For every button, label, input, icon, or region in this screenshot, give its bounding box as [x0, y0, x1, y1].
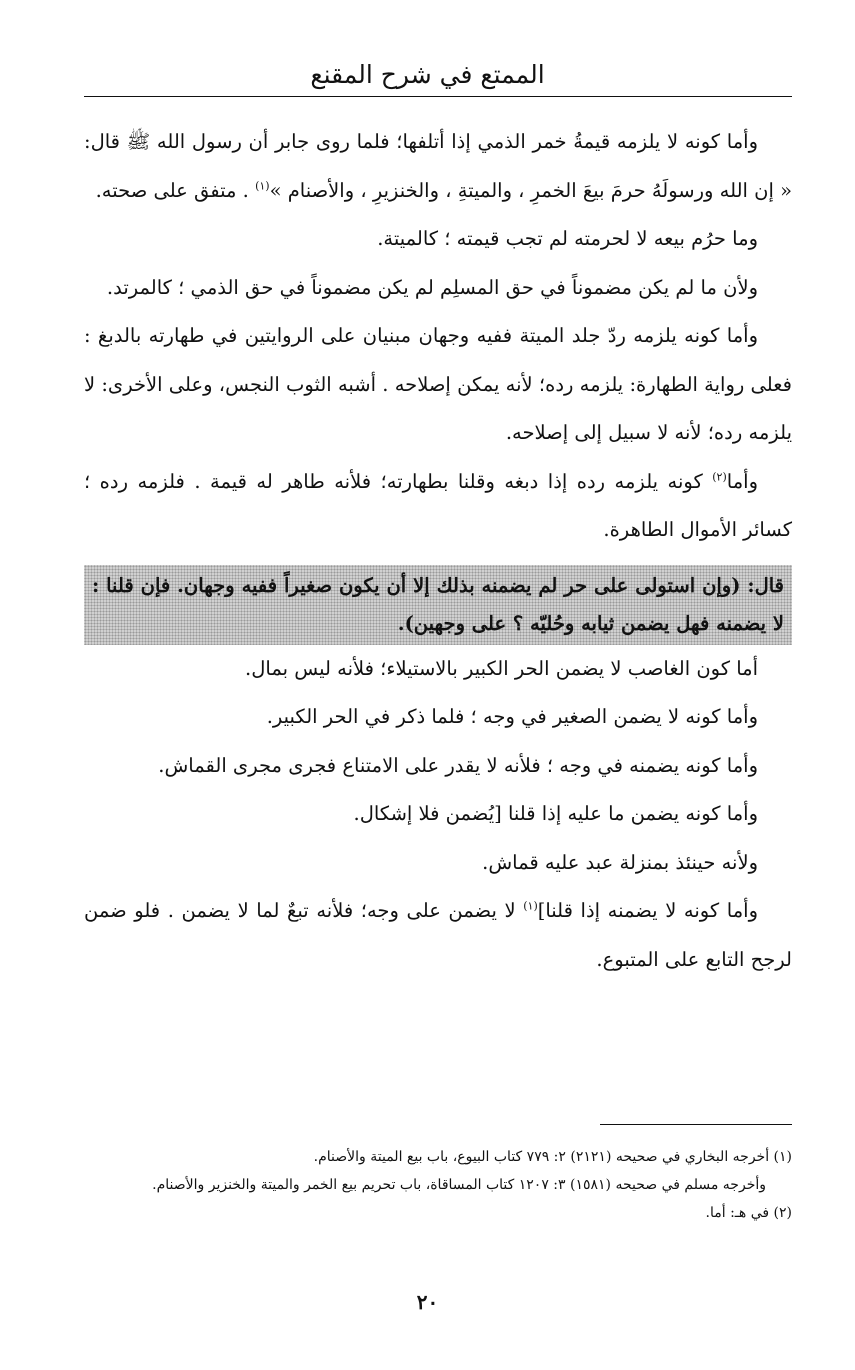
running-header-title: الممتع في شرح المقنع: [310, 60, 545, 89]
footnote-marker: (١): [523, 899, 538, 913]
paragraph-slave-analogy: ولأنه حينئذ بمنزلة عبد عليه قماش.: [482, 850, 758, 874]
header-rule: [84, 96, 792, 97]
paragraph-dead-skin: وأما كونه يلزمه ردّ جلد الميتة ففيه وجهان مبنيان على الروايتين في طهارته بالدبغ : فعلى رواية الطهارة: يلزمه رده؛ لأنه يمكن إصلاحه . أشبه الثوب النجس، وعلى الأخرى: لا يلزمه رده؛ لأنه لا سبيل إلى إصلاحه.: [84, 324, 792, 444]
footnote-1-continuation: وأخرجه مسلم في صحيحه (١٥٨١) ٣: ١٢٠٧ كتاب المساقاة، باب تحريم بيع الخمر والميتة والخنزير والأصنام.: [152, 1177, 766, 1193]
paragraph-text: وأما: [726, 469, 758, 493]
footnotes: [84, 1143, 792, 1227]
paragraph-follower: [84, 887, 792, 984]
paragraph-belongings: وأما كونه يضمن ما عليه إذا قلنا [يُضمن فلا إشكال.: [353, 802, 758, 825]
paragraph-jabir-hadith: [84, 118, 792, 215]
paragraph-text: وأما كونه لا يلزمه قيمةُ خمر الذمي إذا أتلفها؛ فلما روى جابر أن رسول الله ﷺ قال: « إن الله ورسولَهُ حرمَ بيعَ الخمرِ ، والميتةِ ، والخنزيرِ ، والأصنام »: [84, 130, 792, 202]
footnote-marker: (٢): [712, 470, 727, 483]
paragraph-forbidden-sale: وما حرُم بيعه لا لحرمته لم تجب قيمته ؛ كالميتة.: [377, 227, 758, 250]
paragraph-free-adult: أما كون الغاصب لا يضمن الحر الكبير بالاستيلاء؛ فلأنه ليس بمال.: [245, 656, 758, 680]
footnote-2: (٢) في هـ: أما.: [705, 1205, 792, 1221]
paragraph-text: وأما كونه لا يضمنه إذا قلنا]: [537, 899, 758, 922]
paragraph-text: كونه يلزمه رده إذا دبغه وقلنا بطهارته؛ فلأنه طاهر له قيمة . فلزمه رده ؛ كسائر الأموال الطاهرة.: [84, 469, 792, 541]
matn-quote-highlight: قال: (وإن استولى على حر لم يضمنه بذلك إلا أن يكون صغيراً ففيه وجهان. فإن قلنا : لا يضمنه فهل يضمن ثيابه وحُليّه ؟ على وجهين).: [84, 565, 792, 645]
footnote-rule: [600, 1124, 792, 1125]
main-text: [84, 118, 792, 984]
footnote-marker: (١): [255, 179, 270, 192]
paragraph-not-guaranteed: ولأن ما لم يكن مضموناً في حق المسلِم لم يكن مضموناً في حق الذمي ؛ كالمرتد.: [106, 275, 758, 299]
footnote-1: (١) أخرجه البخاري في صحيحه (٢١٢١) ٢: ٧٧٩ كتاب البيوع، باب بيع الميتة والأصنام.: [313, 1149, 792, 1165]
paragraph-tanned-skin: [84, 458, 792, 555]
page-number: ٢٠: [416, 1290, 439, 1314]
paragraph-text: لا يضمن على وجه؛ فلأنه تبعٌ لما لا يضمن . فلو ضمن لرجح التابع على المتبوع.: [84, 899, 792, 971]
paragraph-text: . متفق على صحته.: [95, 178, 256, 202]
paragraph-child-guaranteed: وأما كونه يضمنه في وجه ؛ فلأنه لا يقدر على الامتناع فجرى مجرى القماش.: [158, 753, 758, 777]
paragraph-child-not-guaranteed: وأما كونه لا يضمن الصغير في وجه ؛ فلما ذكر في الحر الكبير.: [266, 705, 758, 728]
